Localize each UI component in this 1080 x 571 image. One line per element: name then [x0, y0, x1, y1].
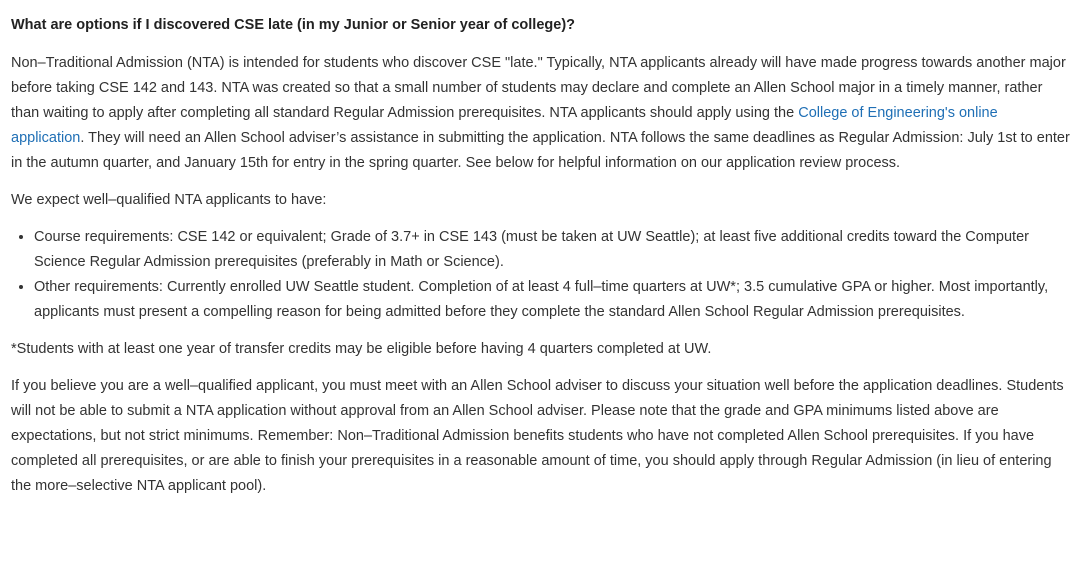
requirement-other: • Other requirements: Currently enrolled UW Seattle student. Completion of at least 4 full–time quarters at UW*; 3.5 cumulative GPA or higher. Most importantly, applicants must present a compelling reason for being admitted before they complete the standard Allen School Regular Admission prerequisites. [34, 275, 1072, 325]
coe-application-link[interactable]: College of Engineering's online application [11, 105, 998, 146]
requirements-list [11, 225, 1072, 325]
expectations-intro: We expect well–qualified NTA applicants to have: [11, 192, 327, 208]
intro-text-after-link: . They will need an Allen School adviser’s assistance in submitting the application. NTA follows the same deadlines as Regular Admission: July 1st to enter in the autumn quarter, and January 15th for entry in the spring quarter. See below for helpful information on our application review process. [11, 130, 1070, 171]
nta-intro-paragraph [11, 51, 1072, 176]
transfer-footnote: *Students with at least one year of transfer credits may be eligible before having 4 quarters completed at UW. [11, 341, 712, 357]
closing-paragraph: If you believe you are a well–qualified applicant, you must meet with an Allen School adviser to discuss your situation well before the application deadlines. Students will not be able to submit a NTA application without approval from an Allen School adviser. Please note that the grade and GPA minimums listed above are expectations, but not strict minimums. Remember: Non–Traditional Admission benefits students who have not completed Allen School prerequisites. If you have completed all prerequisites, or are able to finish your prerequisites in a reasonable amount of time, you should apply through Regular Admission (in lieu of entering the more–selective NTA applicant pool). [11, 378, 1064, 494]
requirement-course: • Course requirements: CSE 142 or equivalent; Grade of 3.7+ in CSE 143 (must be taken at UW Seattle); at least five additional credits toward the Computer Science Regular Admission prerequisites (preferably in Math or Science). [34, 225, 1072, 275]
faq-question-heading: What are options if I discovered CSE late (in my Junior or Senior year of college)? [11, 17, 576, 33]
intro-text-before-link: Non–Traditional Admission (NTA) is intended for students who discover CSE "late." Typically, NTA applicants already will have made progress towards another major before taking CSE 142 and 143. NTA was created so that a small number of students may declare and complete an Allen School major in a timely manner, rather than waiting to apply after completing all standard Regular Admission prerequisites. NTA applicants should apply using the [11, 55, 1066, 121]
